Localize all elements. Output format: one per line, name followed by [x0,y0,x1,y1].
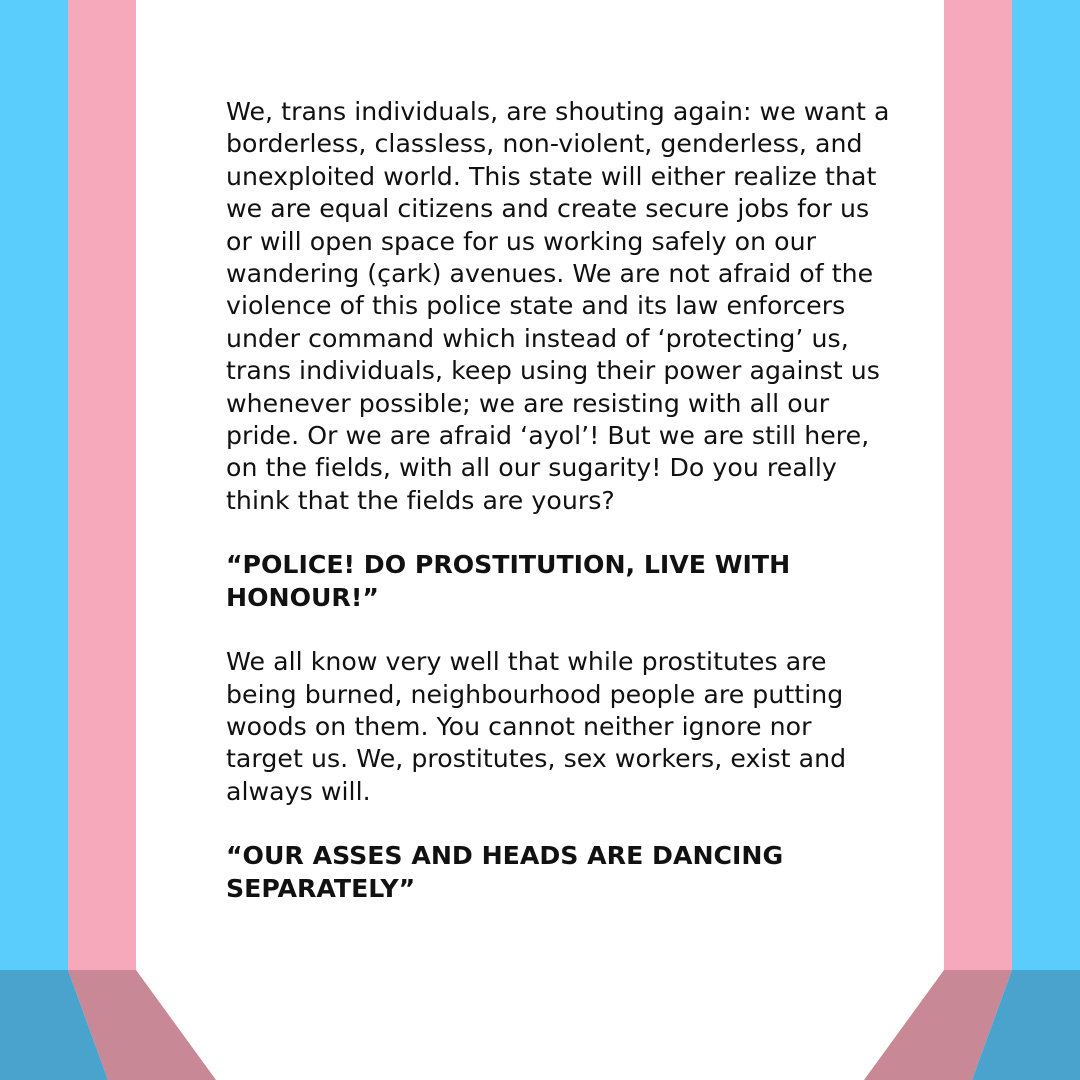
right-pink-stripe [944,0,1012,970]
slogan-heading: “POLICE! DO PROSTITUTION, LIVE WITH HONOUR!” [226,550,791,612]
manifesto-text-block [226,96,926,905]
left-pink-stripe [68,0,136,970]
right-blue-stripe [1012,0,1080,970]
left-blue-stripe [0,0,68,970]
manifesto-paragraph: We, trans individuals, are shouting again: we want a borderless, classless, non-violent, genderless, and unexploited world. This state will either realize that we are equal citizens and create secure jobs for us or will open space for us working safely on our wandering (çark) avenues. We are not afraid of the violence of this police state and its law enforcers under command which instead of ‘protecting’ us, trans individuals, keep using their power against us whenever possible; we are resisting with all our pride. Or we are afraid ‘ayol’! But we are still here, on the fields, with all our sugarity! Do you really think that the fields are yours? [226,97,890,515]
slogan-heading: “OUR ASSES AND HEADS ARE DANCING SEPARATELY” [226,841,784,903]
manifesto-paragraph: We all know very well that while prostitutes are being burned, neighbourhood people are putting woods on them. You cannot neither ignore nor target us. We, prostitutes, sex workers, exist and always will. [226,647,847,806]
